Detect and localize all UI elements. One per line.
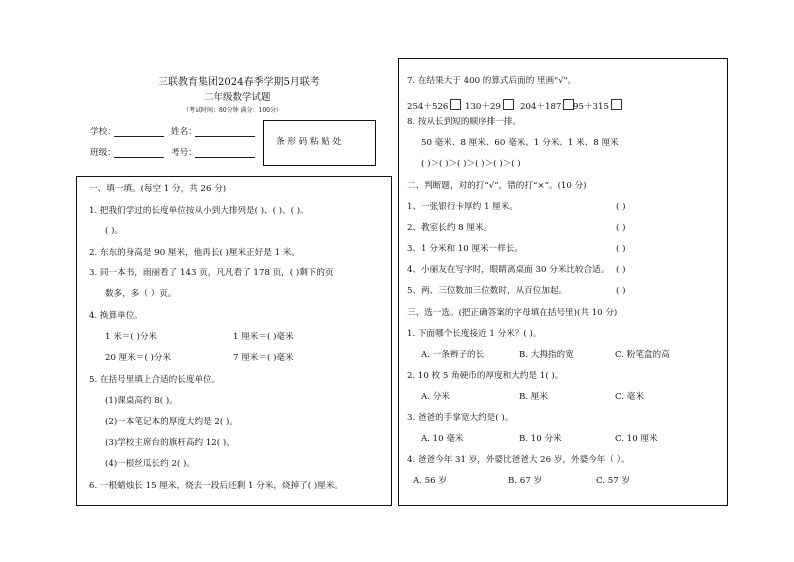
q8: 8. 按从长到短的顺序排一排。	[407, 117, 522, 127]
q1-line2: ( )。	[105, 226, 124, 236]
judge-2-answer: ( )	[616, 223, 626, 233]
exam-info: （考试时间：80分钟 满分：100分）	[183, 107, 282, 114]
q7-expr1-text: 254＋526	[407, 102, 449, 112]
judge-3: 3、1 分米和 10 厘米一样长。	[407, 244, 524, 254]
q4-item4: 7 厘米＝( )毫米	[233, 353, 294, 363]
section2-heading: 二、判断题，对的打“√”，错的打“×”。(10 分)	[407, 181, 587, 191]
choice-4-b: B. 67 岁	[508, 476, 543, 486]
choice-3-a: A. 10 毫米	[421, 434, 464, 444]
class-label: 班级：	[90, 148, 116, 158]
q2: 2. 东东的身高是 90 厘米，他再长( )厘米正好是 1 米。	[89, 248, 300, 258]
school-label: 学校：	[90, 127, 116, 137]
q5: 5. 在括号里填上合适的长度单位。	[89, 375, 221, 385]
choice-4-a: A. 56 岁	[413, 476, 447, 486]
choice-3: 3. 爸爸的手掌宽大约是( )。	[407, 413, 514, 423]
q8-items: 50 毫米、8 厘米、60 毫米、1 分米、1 米、8 厘米	[421, 138, 619, 148]
q7: 7. 在结果大于 400 的算式后面的 里画"√"。	[407, 76, 577, 86]
class-field[interactable]	[114, 157, 164, 158]
judge-1-answer: ( )	[616, 202, 626, 212]
choice-2-a: A. 分米	[421, 392, 450, 402]
q3-line2: 数多，多（ ）页。	[105, 289, 177, 299]
q8-blanks: ( )＞( )＞( )＞( )＞( )＞( )	[421, 159, 521, 169]
choice-2: 2. 10 枚 5 角硬币的厚度和大约是 1( )。	[407, 371, 564, 381]
choice-1-c: C. 粉笔盒的高	[615, 350, 670, 360]
q5-item3: (3)学校主席台的旗杆高约 12( )。	[105, 438, 235, 448]
exam-subtitle: 二年级数学试题	[204, 92, 271, 103]
name-label: 姓名：	[171, 127, 197, 137]
number-field[interactable]	[195, 157, 255, 158]
name-field[interactable]	[195, 136, 255, 137]
q7-check-box-2[interactable]	[503, 99, 514, 110]
q4-item3: 20 厘米＝( )分米	[105, 353, 172, 363]
q5-item1: (1)课桌高约 8( )。	[105, 396, 178, 406]
q4: 4. 换算单位。	[89, 311, 143, 321]
q4-item2: 1 厘米＝( )毫米	[233, 332, 294, 342]
exam-title: 三联教育集团2024春季学期5月联考	[158, 77, 320, 88]
choice-4-c: C. 57 岁	[596, 476, 630, 486]
choice-3-c: C. 10 厘米	[615, 434, 658, 444]
q7-expr4	[573, 99, 622, 112]
judge-3-answer: ( )	[616, 244, 626, 254]
choice-4: 4. 爸爸今年 31 岁，外婆比爸爸大 26 岁，外婆今年（ ）。	[407, 455, 630, 465]
q7-expr2	[465, 99, 514, 112]
q7-check-box-1[interactable]	[450, 99, 461, 110]
barcode-label: 条 形 码 粘 贴 处	[276, 137, 342, 147]
section3-heading: 三、选一选。(把正确答案的字母填在括号里)(共 10 分)	[407, 308, 618, 318]
choice-2-b: B. 厘米	[519, 392, 548, 402]
judge-5: 5、两、三位数加三位数时，从百位加起。	[407, 286, 568, 296]
section1-heading: 一、填一填。(每空 1 分，共 26 分)	[89, 184, 227, 194]
choice-1: 1. 下面哪个长度接近 1 分米？( )。	[407, 329, 542, 339]
judge-4: 4、小丽友在写字时，眼睛离桌面 30 分米比较合适。	[407, 265, 610, 275]
q7-check-box-4[interactable]	[611, 99, 622, 110]
choice-1-a: A. 一条辫子的长	[421, 350, 485, 360]
judge-4-answer: ( )	[616, 265, 626, 275]
q7-expr3-text: 204＋187	[520, 102, 562, 112]
q3-line1: 3. 同一本书，雨丽看了 143 页，凡凡看了 178 页，( )剩下的页	[89, 268, 334, 278]
judge-1: 1、一张银行卡厚约 1 厘米。	[407, 202, 518, 212]
q7-expr2-text: 130＋29	[465, 102, 501, 112]
q5-item4: (4)一根丝瓜长约 2( )。	[105, 459, 195, 469]
number-label: 考号：	[171, 148, 197, 158]
q6: 6. 一根蜡烛长 15 厘米，烧去一段后还剩 1 分米，烧掉了( )厘米。	[89, 481, 343, 491]
q1-line1: 1. 把我们学过的长度单位按从小到大排列是( )、( )、( )、	[89, 206, 309, 216]
judge-2: 2、教室长约 8 厘米。	[407, 223, 493, 233]
q7-expr3	[520, 99, 574, 112]
choice-3-b: B. 10 分米	[519, 434, 562, 444]
choice-1-b: B. 大拇指的宽	[519, 350, 574, 360]
q7-expr4-text: 95＋315	[573, 102, 609, 112]
q7-expr1	[407, 99, 461, 112]
q4-item1: 1 米＝( )分米	[105, 332, 158, 342]
choice-2-c: C. 毫米	[615, 392, 644, 402]
judge-5-answer: ( )	[616, 286, 626, 296]
school-field[interactable]	[114, 136, 164, 137]
q5-item2: (2)一本笔记本的厚度大约是 2( )。	[105, 417, 238, 427]
